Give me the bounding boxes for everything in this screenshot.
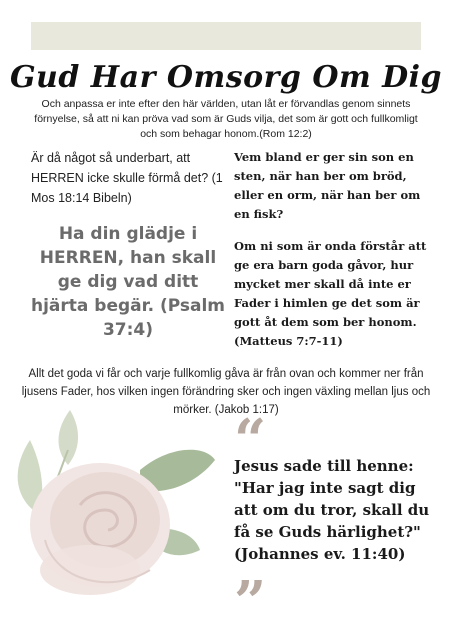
- right-verse-2: Om ni som är onda förstår att ge era barn goda gåvor, hur mycket mer skall då inte er Fader i himlen ge det som är gott åt dem som ber honom. (Matteus 7:7-11): [234, 239, 427, 348]
- leaf-top-icon: [58, 410, 78, 465]
- right-verse-1: Vem bland er ger sin son en sten, när han ber om bröd, eller en orm, när han ber om en fisk?: [234, 150, 421, 221]
- intro-verse: Och anpassa er inte efter den här världen, utan låt er förvandlas genom sinnets förnyelse, så att ni kan pröva vad som är Guds vilja, det som är gott och fullkomligt och som behagar honom.(Rom 12:2): [34, 98, 418, 140]
- jesus-quote: Jesus sade till henne: "Har jag inte sagt dig att om du tror, skall du få se Guds härlighet?" (Johannes ev. 11:40): [234, 457, 430, 563]
- bottom-verse: Allt det goda vi får och varje fullkomlig gåva är från ovan och kommer ner från ljusens Fader, hos vilken ingen förändring sker och ingen växling mellan ljus och mörker. (Jakob 1:17): [21, 368, 431, 416]
- right-column: [234, 148, 429, 351]
- spacer: [234, 224, 429, 237]
- page-title: Gud Har Omsorg Om Dig: [9, 60, 443, 95]
- highlight-verse: Ha din glädje i HERREN, han skall ge dig vad ditt hjärta begär. (Psalm 37:4): [30, 224, 226, 340]
- top-banner: [31, 22, 421, 50]
- left-verse: Är då något så underbart, att HERREN icke skulle förmå det? (1 Mos 18:14 Bibeln): [31, 151, 223, 205]
- quote-open-icon: “: [234, 407, 267, 473]
- quote-close-icon: ”: [234, 569, 267, 635]
- rose-illustration: [0, 410, 230, 620]
- petal-lower-icon: [40, 545, 140, 595]
